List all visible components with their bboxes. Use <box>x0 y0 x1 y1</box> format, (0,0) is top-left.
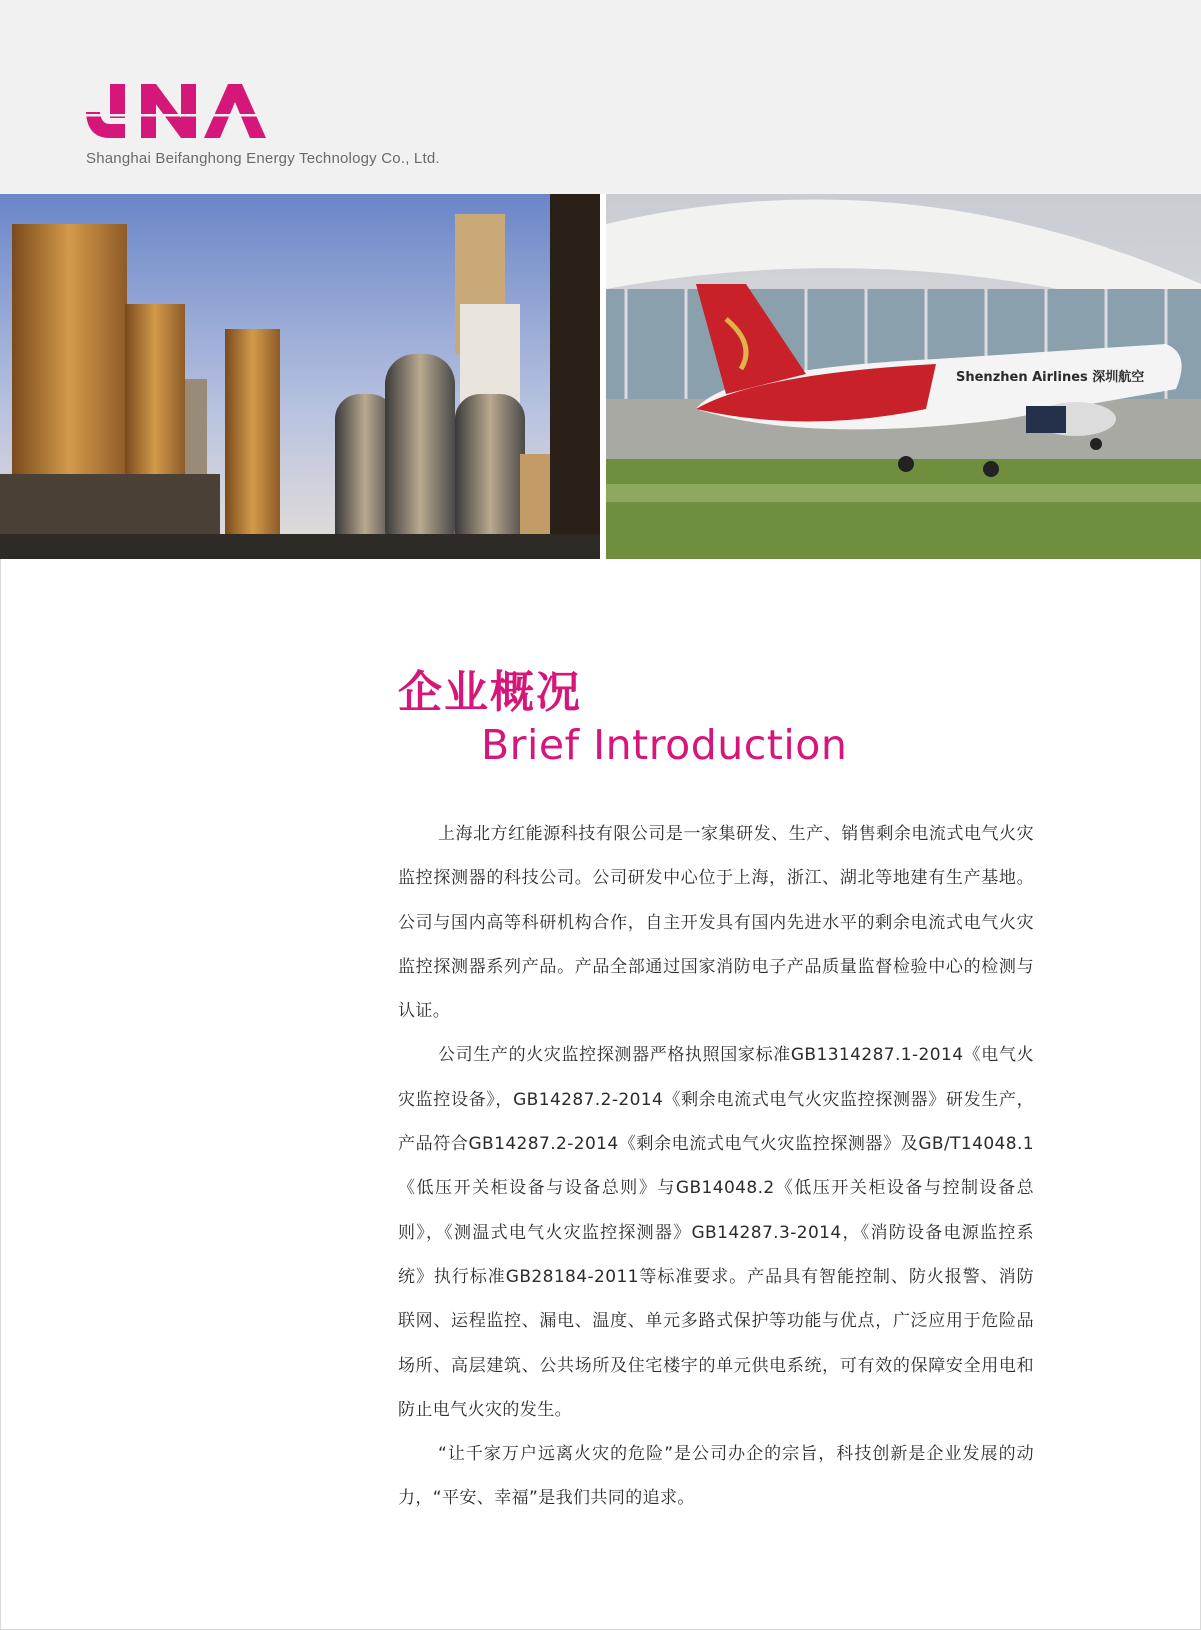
airliner-takeoff-photo <box>606 194 1201 559</box>
header <box>0 0 1201 194</box>
intro-paragraph-2: 公司生产的火灾监控探测器严格执照国家标准GB1314287.1-2014《电气火灾监控设备》，GB14287.2-2014《剩余电流式电气火灾监控探测器》研发生产，产品符合GB14287.2-2014《剩余电流式电气火灾监控探测器》及GB/T14048.1《低压开关柜设备与设备总则》与GB14048.2《低压开关柜设备与控制设备总则》，《测温式电气火灾监控探测器》GB14287.3-2014，《消防设备电源监控系统》执行标准GB28184-2011等标准要求。产品具有智能控制、防火报警、消防联网、运程监控、漏电、温度、单元多路式保护等功能与优点，广泛应用于危险品场所、高层建筑、公共场所及住宅楼宇的单元供电系统，可有效的保障安全用电和防止电气火灾的发生。 <box>398 1045 1034 1420</box>
city-skyline-photo <box>0 194 600 559</box>
intro-paragraph-1: 上海北方红能源科技有限公司是一家集研发、生产、销售剩余电流式电气火灾监控探测器的科技公司。公司研发中心位于上海，浙江、湖北等地建有生产基地。公司与国内高等科研机构合作，自主开发具有国内先进水平的剩余电流式电气火灾监控探测器系列产品。产品全部通过国家消防电子产品质量监督检验中心的检测与认证。 <box>398 824 1034 1022</box>
intro-paragraph-3: “让千家万户远离火灾的危险”是公司办企的宗旨，科技创新是企业发展的动力，“平安、幸福”是我们共同的追求。 <box>398 1444 1034 1509</box>
section-title-en: Brief Introduction <box>481 721 848 769</box>
section-title-cn: 企业概况 <box>398 667 582 718</box>
airline-livery: Shenzhen Airlines 深圳航空 <box>956 370 1145 385</box>
company-name: Shanghai Beifanghong Energy Technology Co., Ltd. <box>86 150 440 167</box>
intro-body <box>398 812 1034 1521</box>
photo-banner <box>0 194 1201 559</box>
jna-logo <box>86 84 266 144</box>
